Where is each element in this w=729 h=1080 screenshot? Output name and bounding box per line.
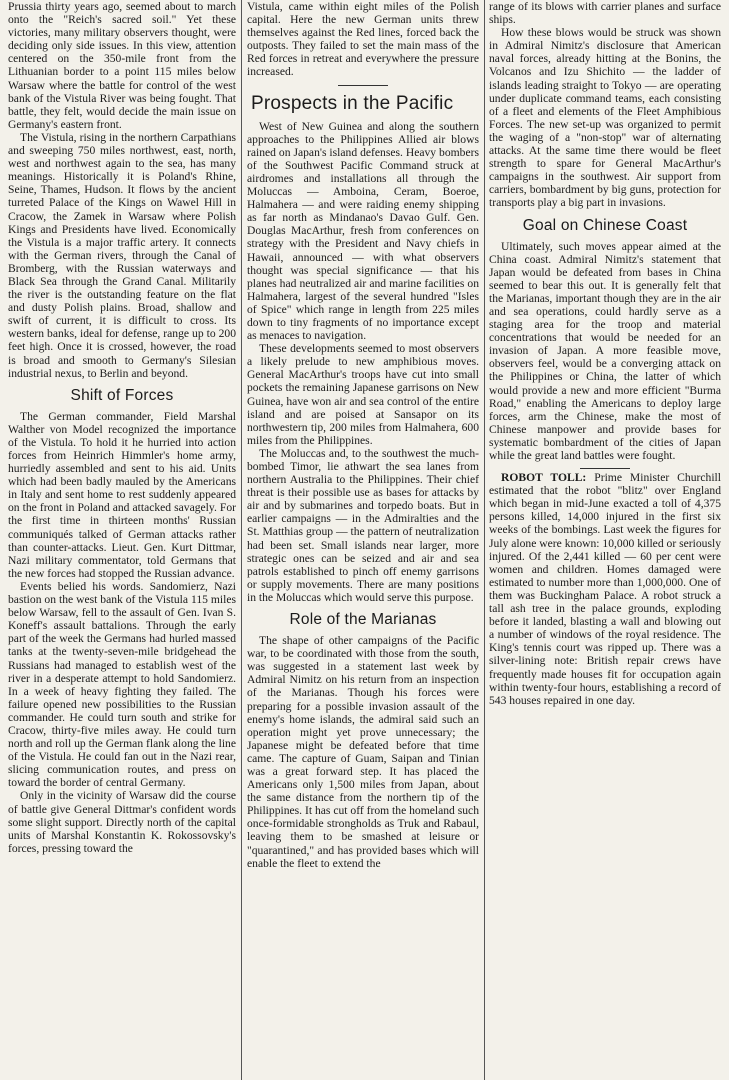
paragraph: Vistula, came within eight miles of the Polish capital. Here the new German units threw themselves against the Red lines, forced back the outposts. They failed to set the main mass of the Red forces in retreat and everywhere the pressure increased. [247, 0, 479, 79]
column-rule [484, 0, 485, 1080]
robot-toll-paragraph [489, 471, 721, 707]
section-heading-shift-of-forces: Shift of Forces [70, 386, 174, 404]
paragraph: Ultimately, such moves appear aimed at the China coast. Admiral Nimitz's statement that Japan would be defeated from bases in China seemed to bear this out. It is generally felt that the Marianas, important though they are in the air and sea operations, could hardly serve as a staging area for the troop and material concentrations that would be needed for an invasion of Japan. A more feasible move, observers feel, would be a converging attack on the Philippines or China, the latter of which would provide a new and more efficient "Burma Road," enabling the Americans to deploy large forces, arm the Chinese, make the most of Chinese manpower and provide bases for systematic bombardment of the cities of Japan while the great land battles were fought. [489, 239, 721, 462]
paragraph: Prussia thirty years ago, seemed about to march onto the "Reich's sacred soil." Yet these victories, many military observers thought, were deciding only side issues. In this view, attention centered on the 350-mile front from the Lithuanian border to a point 115 miles below Warsaw where the battle for control of the west bank of the Vistula River was being fought. That battle, they felt, would decide the main issue on Germany's eastern front. [8, 0, 236, 131]
paragraph: How these blows would be struck was shown in Admiral Nimitz's disclosure that American naval forces, already hitting at the Bonins, the Volcanos and Izu Shichito — the ladder of islands leading straight to Tokyo — are operating under duplicate command teams, each consisting of a fleet and elements of the Fleet Amphibious Forces. The new set-up was organized to permit the waging of a "non-stop" war of alternating attacks. At the same time there would be fleet strength to spare for General MacArthur's campaigns in the southwest. Air support from carriers, bombardment by big guns, protection for transports play a big part in invasions. [489, 26, 721, 210]
column-2 [247, 0, 479, 1080]
paragraph: Events belied his words. Sandomierz, Nazi bastion on the west bank of the Vistula 115 miles below Warsaw, fell to the assault of Gen. Ivan S. Koneff's assault battalions. Through the early part of the week the Germans had hurled massed tanks at the twenty-seven-mile bridgehead the Russians had managed to establish west of the river in a desperate attempt to hold Sandomierz. In a week of heavy fighting they failed. The failure opened new possibilities to the Russian commander. He could turn south and strike for Cracow, thirty-five miles away. He could turn north and roll up the German flank along the line of the Vistula. He could fan out in the Nazi rear, slicing communication routes, and press on toward the border of central Germany. [8, 579, 236, 790]
paragraph: range of its blows with carrier planes and surface ships. [489, 0, 721, 27]
section-heading-goal-on-chinese-coast: Goal on Chinese Coast [522, 216, 688, 234]
section-divider [338, 85, 388, 86]
robot-toll-lead: ROBOT TOLL: [501, 471, 587, 485]
column-rule [241, 0, 242, 1080]
section-heading-role-of-the-marianas: Role of the Marianas [289, 611, 437, 629]
column-3 [489, 0, 721, 1080]
column-1 [8, 0, 236, 1080]
paragraph: The Vistula, rising in the northern Carpathians and sweeping 750 miles northwest, east, north, west and northwest again to the sea, has many meanings. Historically it is Poland's Rhine, Seine, Thames, Hudson. It flows by the ancient turreted Palace of the Kings on Wawel Hill in Cracow, the Zamek in Warsaw where Polish Kings and Presidents have lived. Economically the Vistula is a major traffic artery. It connects with the German rivers, through the Canal of Bromberg, with the Russian waterways and Black Sea through the Grand Canal. Militarily the river is the outstanding feature on the flat and dusty Polish plains. Broad, shallow and swift of current, it is difficult to cross. Its western banks, ideal for defense, range up to 200 feet high. Once it is crossed, however, the road is broad and smooth to Germany's Silesian industrial nexus, to Berlin and beyond. [8, 130, 236, 380]
paragraph: The shape of other campaigns of the Pacific war, to be coordinated with those from the south, was suggested in a statement last week by Admiral Nimitz on his return from an inspection of the Marianas. Though his forces were preparing for a possible invasion assault of the enemy's home islands, the admiral said such an operation might yet prove unnecessary; the Japanese might be defeated before that time came. The capture of Guam, Saipan and Tinian was a great forward step. It has placed the Americans only 1,500 miles from Japan, about the same distance from the northern tip of the Philippines. It has cut off from the homeland such once-formidable strongholds as Truk and Rabaul, leaving them to be smashed at leisure or "quarantined," and has provided bases which will enable the fleet to extend the [247, 634, 479, 870]
section-heading-prospects-in-the-pacific: Prospects in the Pacific [251, 92, 454, 114]
robot-toll-text: Prime Minister Churchill estimated that the robot "blitz" over England which began in mid-June exacted a toll of 4,375 persons killed, 14,000 injured in the first six weeks of the bombings. Last week the figures for July alone were known: 10,000 killed or seriously injured. Of the 2,441 killed — 60 per cent were women and children. Homes damaged were estimated to number more than 1,000,000. One of them was Buckingham Palace. A robot struck a tall ash tree in the palace grounds, exploding before it landed, blasting a wall and blowing out a number of windows of the royal residence. The King's tennis court was ripped up. There was a silver-lining note: British repair crews have frequently made houses fit for occupation again within twenty-four hours, establishing a record of 543 houses repaired in one day. [489, 471, 721, 707]
section-divider [580, 468, 630, 469]
paragraph: West of New Guinea and along the southern approaches to the Philippines Allied air blows rained on Japan's island defenses. Heavy bombers of the Southwest Pacific Command struck at airdromes and installations all through the Moluccas — Amboina, Ceram, Boeroe, Halmahera — and were raiding enemy shipping as far north as Mindanao's Davao Gulf. Gen. Douglas MacArthur, fresh from conferences on strategy with the President and Navy chiefs in Hawaii, announced — with what observers thought was special significance — that his planes had neutralized air and marine facilities on Halmahera, largest of the several hundred "Isles of Spice" which range in length from 225 miles down to tiny fragments of no importance except as menaces to navigation. [247, 119, 479, 343]
paragraph: Only in the vicinity of Warsaw did the course of battle give General Dittmar's confident words some slight support. Directly north of the capital units of Marshal Konstantin K. Rokossovsky's forces, pressing toward the [8, 789, 236, 855]
paragraph: These developments seemed to most observers a likely prelude to new amphibious moves. General MacArthur's troops have cut into small pockets the remaining Japanese garrisons on New Guinea, have won air and sea control of the entire island and are poised at Sansapor on its northwestern tip, 200 miles from Halmahera, 600 miles from the Philippines. [247, 342, 479, 447]
paragraph: The German commander, Field Marshal Walther von Model recognized the importance of the Vistula. To hold it he hurried into action forces from Heinrich Himmler's home army, hurriedly assembled and sent to his aid. Units which had been badly mauled by the Americans in Italy and sent home to rest suddenly appeared on the front in Poland and attacked savagely. For the first time in thirteen months' Russian communiqués talked of German attacks rather than counter-attacks. Lieut. Gen. Kurt Dittmar, Nazi military commentator, told Germans that the new forces had stopped the Russian advance. [8, 409, 236, 580]
paragraph: The Moluccas and, to the southwest the much-bombed Timor, lie athwart the sea lanes from northern Australia to the Philippines. Their chief threat is their possible use as bases for attacks by air and by submarines and torpedo boats. But in earlier campaigns — in the Admiralties and the St. Matthias group — the pattern of neutralization had been set. Small islands near larger, more strategic ones can be seized and air and sea patrols established to pinch off enemy garrisons or supply movements. There are many positions in the Moluccas which would serve this purpose. [247, 446, 479, 604]
